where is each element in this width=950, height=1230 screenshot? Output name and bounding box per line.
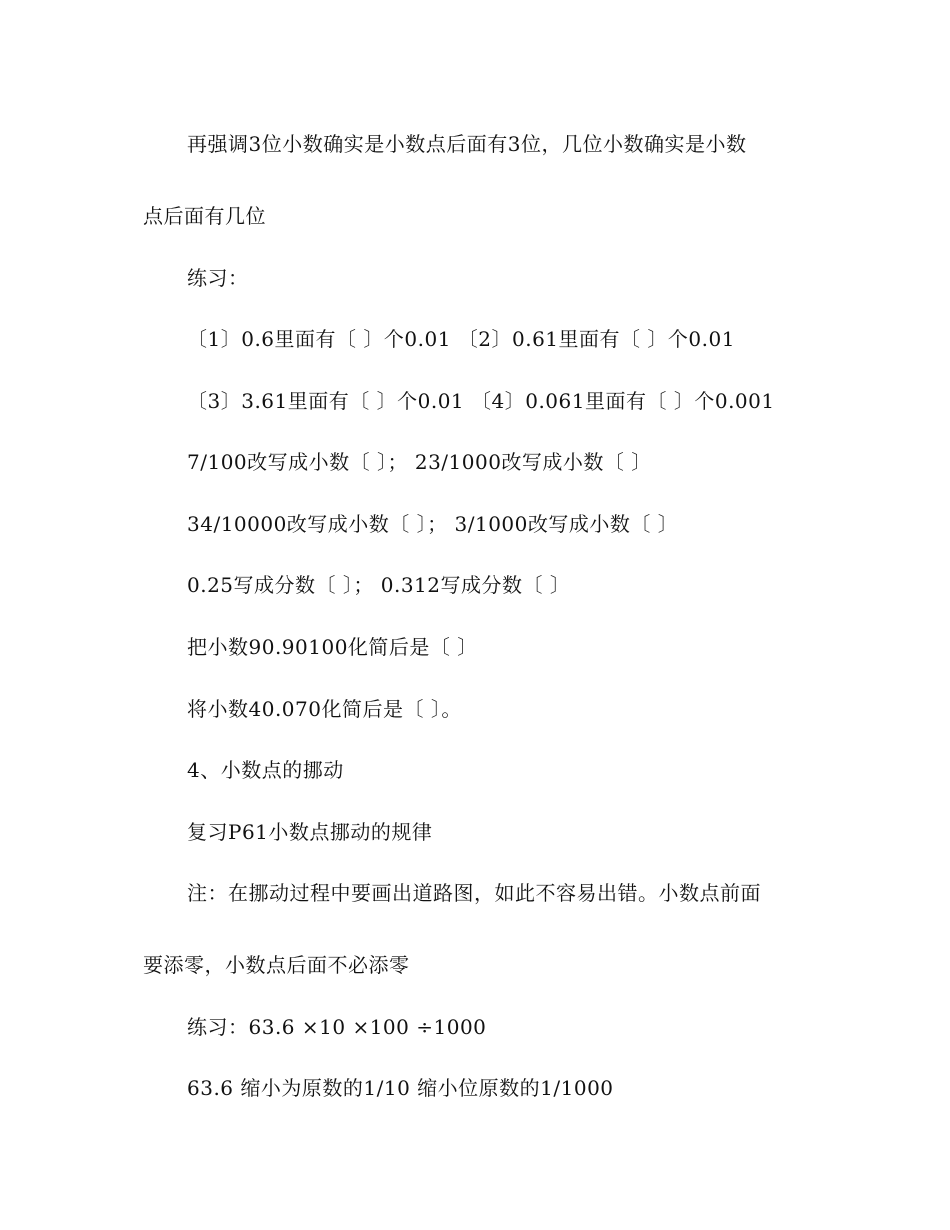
exercise-line: 将小数40.070化简后是〔 〕。: [187, 697, 462, 721]
paragraph-line: 练习：: [187, 266, 249, 290]
exercise-line: 〔3〕3.61里面有〔 〕个0.01 〔4〕0.061里面有〔 〕个0.001: [187, 389, 775, 413]
exercise-line: 〔1〕0.6里面有〔 〕个0.01 〔2〕0.61里面有〔 〕个0.01: [187, 327, 735, 351]
paragraph-line: 要添零，小数点后面不必添零: [143, 953, 410, 977]
paragraph-line: 点后面有几位: [143, 204, 266, 228]
paragraph-line: 复习P61小数点挪动的规律: [187, 820, 433, 844]
exercise-line: 7/100改写成小数〔 〕； 23/1000改写成小数〔 〕: [187, 450, 652, 474]
exercise-line: 63.6 缩小为原数的1/10 缩小位原数的1/1000: [187, 1076, 614, 1100]
exercise-line: 练习：63.6 ×10 ×100 ÷1000: [187, 1015, 487, 1039]
paragraph-line: 再强调3位小数确实是小数点后面有3位，几位小数确实是小数: [187, 132, 747, 156]
exercise-line: 34/10000改写成小数〔 〕； 3/1000改写成小数〔 〕: [187, 512, 679, 536]
exercise-line: 0.25写成分数〔 〕； 0.312写成分数〔 〕: [187, 573, 571, 597]
section-heading: 4、小数点的挪动: [187, 758, 344, 782]
paragraph-line: 注：在挪动过程中要画出道路图，如此不容易出错。小数点前面: [187, 881, 761, 905]
exercise-line: 把小数90.90100化简后是〔 〕: [187, 635, 478, 659]
